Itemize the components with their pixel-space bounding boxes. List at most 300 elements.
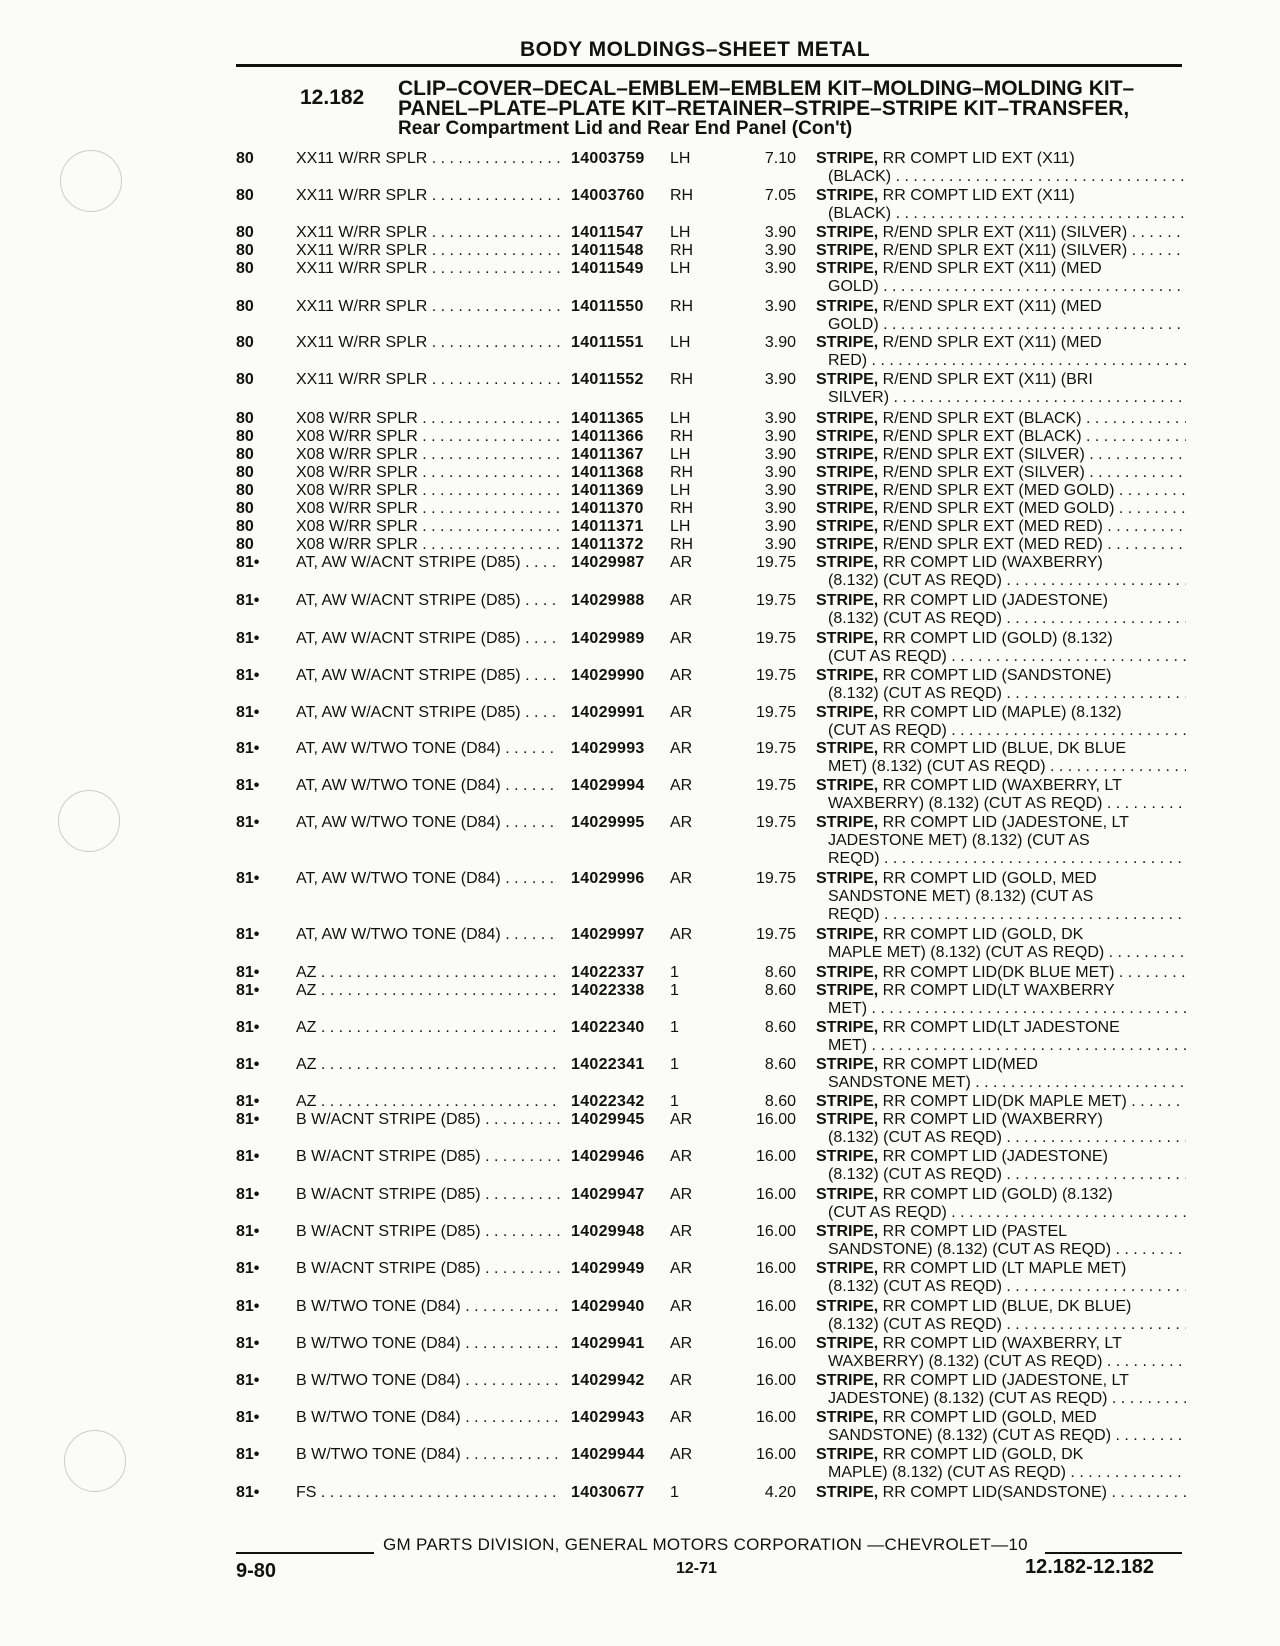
part-name-line — [816, 1056, 1186, 1074]
footer-section-range: 12.182-12.182 — [1025, 1556, 1155, 1578]
illustration-code: 81• — [236, 814, 260, 831]
price: 16.00 — [755, 1335, 796, 1352]
part-name-continuation: (8.132) (CUT AS REQD) . . . — [816, 610, 1186, 628]
part-name — [816, 536, 1186, 554]
part-name-keyword: STRIPE, — [816, 1148, 879, 1165]
part-name — [816, 187, 1186, 223]
illustration-code: 80 — [236, 428, 254, 445]
part-name-detail: RR COMPT LID (MAPLE) (8.132) — [878, 704, 1122, 721]
part-name — [816, 500, 1186, 518]
price: 19.75 — [755, 926, 796, 943]
quantity: 1 — [670, 1484, 679, 1501]
part-name-continuation: (CUT AS REQD) . . . — [816, 648, 1186, 666]
quantity: LH — [670, 482, 691, 499]
price: 16.00 — [755, 1260, 796, 1277]
model-description: X08 W/RR SPLR . . . — [296, 446, 560, 464]
part-name — [816, 150, 1186, 186]
part-number: 14029940 — [571, 1298, 645, 1315]
part-name-continuation: (8.132) (CUT AS REQD) . . . — [816, 1316, 1186, 1334]
part-name — [816, 1223, 1186, 1259]
footer-rule-right — [1045, 1552, 1182, 1554]
illustration-code: 80 — [236, 371, 254, 388]
part-name-continuation: RED) . . . — [816, 352, 1186, 370]
part-name-line — [816, 1186, 1186, 1204]
price: 3.90 — [764, 410, 796, 427]
price: 16.00 — [755, 1446, 796, 1463]
part-number: 14003760 — [571, 187, 645, 204]
illustration-code: 80 — [236, 536, 254, 553]
part-name-detail: RR COMPT LID (WAXBERRY) — [878, 1111, 1103, 1128]
part-name-detail: RR COMPT LID (BLUE, DK BLUE — [878, 740, 1126, 757]
part-name — [816, 334, 1186, 370]
part-name — [816, 298, 1186, 334]
part-name-line — [816, 1335, 1186, 1353]
part-name-keyword: STRIPE, — [816, 150, 879, 167]
part-name-detail: RR COMPT LID(SANDSTONE) — [878, 1484, 1107, 1501]
part-name-detail: RR COMPT LID (JADESTONE) — [878, 592, 1108, 609]
part-name — [816, 464, 1186, 482]
price: 19.75 — [755, 592, 796, 609]
footer-page-number: 12-71 — [676, 1560, 717, 1577]
price: 19.75 — [755, 704, 796, 721]
quantity: RH — [670, 464, 694, 481]
illustration-code: 81• — [236, 667, 260, 684]
price: 4.20 — [764, 1484, 796, 1501]
model-description: XX11 W/RR SPLR . . . — [296, 224, 560, 242]
part-name-continuation: (BLACK) . . . — [816, 168, 1186, 186]
part-name — [816, 1260, 1186, 1296]
part-name-continuation: MAPLE) (8.132) (CUT AS REQD) . . . — [816, 1464, 1186, 1482]
price: 16.00 — [755, 1298, 796, 1315]
price: 19.75 — [755, 814, 796, 831]
part-name-keyword: STRIPE, — [816, 428, 879, 445]
part-name-line — [816, 1484, 1186, 1502]
table-row — [0, 870, 1280, 923]
part-name-detail: RR COMPT LID (GOLD) (8.132) — [878, 1186, 1113, 1203]
part-name-keyword: STRIPE, — [816, 554, 879, 571]
part-number: 14011549 — [571, 260, 644, 277]
part-name — [816, 518, 1186, 536]
part-name-line — [816, 1409, 1186, 1427]
part-name-line — [816, 482, 1186, 500]
model-description: B W/TWO TONE (D84) . . . — [296, 1298, 560, 1316]
part-name — [816, 410, 1186, 428]
illustration-code: 81• — [236, 777, 260, 794]
quantity: AR — [670, 1223, 693, 1240]
part-name-detail: R/END SPLR EXT (SILVER) — [878, 464, 1085, 481]
price: 3.90 — [764, 536, 796, 553]
part-name-line — [816, 187, 1186, 205]
part-name-line — [816, 777, 1186, 795]
part-name-detail: R/END SPLR EXT (MED GOLD) — [878, 500, 1115, 517]
model-description: B W/ACNT STRIPE (D85) . . . — [296, 1186, 560, 1204]
part-name-line — [816, 242, 1186, 260]
part-number: 14011372 — [571, 536, 644, 553]
illustration-code: 81• — [236, 1484, 260, 1501]
model-description: B W/TWO TONE (D84) . . . — [296, 1409, 560, 1427]
part-name — [816, 592, 1186, 628]
part-name-line — [816, 518, 1186, 536]
table-row — [0, 592, 1280, 632]
price: 19.75 — [755, 777, 796, 794]
quantity: RH — [670, 428, 694, 445]
part-name-line — [816, 1260, 1186, 1278]
part-name — [816, 1093, 1186, 1111]
part-name-keyword: STRIPE, — [816, 1409, 879, 1426]
part-number: 14029993 — [571, 740, 645, 757]
part-name-keyword: STRIPE, — [816, 870, 879, 887]
part-number: 14029946 — [571, 1148, 645, 1165]
part-name-detail: RR COMPT LID(DK MAPLE MET) — [878, 1093, 1127, 1110]
part-name-keyword: STRIPE, — [816, 630, 879, 647]
part-name — [816, 1335, 1186, 1371]
part-name-line — [816, 410, 1186, 428]
illustration-code: 80 — [236, 260, 254, 277]
model-description: B W/TWO TONE (D84) . . . — [296, 1446, 560, 1464]
model-description: AT, AW W/ACNT STRIPE (D85) . . . — [296, 667, 560, 685]
model-description: XX11 W/RR SPLR . . . — [296, 260, 560, 278]
price: 8.60 — [764, 1093, 796, 1110]
part-name-continuation: (CUT AS REQD) . . . — [816, 722, 1186, 740]
quantity: AR — [670, 1298, 693, 1315]
illustration-code: 80 — [236, 464, 254, 481]
part-number: 14029942 — [571, 1372, 645, 1389]
quantity: LH — [670, 224, 691, 241]
price: 3.90 — [764, 260, 796, 277]
table-row — [0, 1019, 1280, 1059]
quantity: AR — [670, 1409, 693, 1426]
part-number: 14011550 — [571, 298, 644, 315]
part-name-keyword: STRIPE, — [816, 1446, 879, 1463]
part-name-line — [816, 1148, 1186, 1166]
part-name-detail: RR COMPT LID (GOLD, DK — [878, 1446, 1084, 1463]
quantity: AR — [670, 1186, 693, 1203]
model-description: AT, AW W/TWO TONE (D84) . . . — [296, 777, 560, 795]
model-description: XX11 W/RR SPLR . . . — [296, 150, 560, 168]
illustration-code: 80 — [236, 500, 254, 517]
quantity: AR — [670, 630, 693, 647]
footer-rule-left — [236, 1552, 374, 1554]
quantity: AR — [670, 1335, 693, 1352]
part-number: 14011548 — [571, 242, 644, 259]
part-name-keyword: STRIPE, — [816, 982, 879, 999]
table-row — [0, 1148, 1280, 1188]
part-name-detail: RR COMPT LID (GOLD, MED — [878, 870, 1097, 887]
part-number: 14011365 — [571, 410, 644, 427]
part-name — [816, 1019, 1186, 1055]
part-name-detail: RR COMPT LID (SANDSTONE) — [878, 667, 1112, 684]
part-number: 14029991 — [571, 704, 645, 721]
part-name — [816, 740, 1186, 776]
model-description: X08 W/RR SPLR . . . — [296, 410, 560, 428]
table-row — [0, 926, 1280, 966]
part-number: 14029988 — [571, 592, 645, 609]
part-number: 14022338 — [571, 982, 645, 999]
part-number: 14011551 — [571, 334, 644, 351]
part-number: 14030677 — [571, 1484, 645, 1501]
model-description: XX11 W/RR SPLR . . . — [296, 298, 560, 316]
model-description: AT, AW W/TWO TONE (D84) . . . — [296, 870, 560, 888]
part-name-continuation: (CUT AS REQD) . . . — [816, 1204, 1186, 1222]
price: 8.60 — [764, 964, 796, 981]
part-name-keyword: STRIPE, — [816, 740, 879, 757]
quantity: RH — [670, 536, 694, 553]
table-row — [0, 150, 1280, 190]
table-row — [0, 1372, 1280, 1412]
price: 16.00 — [755, 1186, 796, 1203]
price: 19.75 — [755, 630, 796, 647]
part-number: 14029948 — [571, 1223, 645, 1240]
part-name-detail: RR COMPT LID (JADESTONE, LT — [878, 814, 1129, 831]
part-name-detail: RR COMPT LID(LT WAXBERRY — [878, 982, 1115, 999]
part-name-detail: R/END SPLR EXT (X11) (MED — [878, 334, 1102, 351]
part-name-keyword: STRIPE, — [816, 224, 879, 241]
part-number: 14011368 — [571, 464, 644, 481]
part-name-line — [816, 1298, 1186, 1316]
table-row — [0, 1484, 1280, 1524]
illustration-code: 81• — [236, 1148, 260, 1165]
part-number: 14029990 — [571, 667, 645, 684]
part-name-continuation: (8.132) (CUT AS REQD) . . . — [816, 685, 1186, 703]
part-name-keyword: STRIPE, — [816, 500, 879, 517]
part-name-detail: R/END SPLR EXT (BLACK) — [878, 410, 1082, 427]
part-name-detail: RR COMPT LID (GOLD, MED — [878, 1409, 1097, 1426]
part-name-continuation: GOLD) . . . — [816, 278, 1186, 296]
part-name-continuation: JADESTONE MET) (8.132) (CUT AS — [828, 832, 1090, 849]
table-row — [0, 1186, 1280, 1226]
illustration-code: 81• — [236, 1298, 260, 1315]
model-description: X08 W/RR SPLR . . . — [296, 482, 560, 500]
illustration-code: 81• — [236, 982, 260, 999]
illustration-code: 81• — [236, 1093, 260, 1110]
price: 3.90 — [764, 482, 796, 499]
part-number: 14022337 — [571, 964, 645, 981]
part-name — [816, 982, 1186, 1018]
part-name-line — [816, 334, 1186, 352]
part-name-keyword: STRIPE, — [816, 926, 879, 943]
illustration-code: 80 — [236, 150, 254, 167]
part-name-keyword: STRIPE, — [816, 371, 879, 388]
table-row — [0, 777, 1280, 817]
price: 16.00 — [755, 1223, 796, 1240]
model-description: AT, AW W/ACNT STRIPE (D85) . . . — [296, 554, 560, 572]
illustration-code: 81• — [236, 1260, 260, 1277]
part-name-line — [816, 740, 1186, 758]
part-name-line — [816, 554, 1186, 572]
part-name-detail: RR COMPT LID (JADESTONE, LT — [878, 1372, 1129, 1389]
part-name-line — [816, 870, 1186, 888]
part-name-keyword: STRIPE, — [816, 334, 879, 351]
part-name — [816, 1186, 1186, 1222]
part-name-line — [816, 260, 1186, 278]
part-name-detail: RR COMPT LID EXT (X11) — [878, 187, 1075, 204]
part-number: 14011366 — [571, 428, 644, 445]
illustration-code: 81• — [236, 1335, 260, 1352]
model-description: B W/ACNT STRIPE (D85) . . . — [296, 1111, 560, 1129]
illustration-code: 81• — [236, 1446, 260, 1463]
part-name — [816, 1111, 1186, 1147]
model-description: AZ . . . — [296, 1019, 560, 1037]
part-name-detail: RR COMPT LID (LT MAPLE MET) — [878, 1260, 1127, 1277]
part-name-continuation: (8.132) (CUT AS REQD) . . . — [816, 572, 1186, 590]
part-name-keyword: STRIPE, — [816, 1298, 879, 1315]
model-description: B W/TWO TONE (D84) . . . — [296, 1372, 560, 1390]
illustration-code: 81• — [236, 1111, 260, 1128]
part-name — [816, 1148, 1186, 1184]
part-name-line — [816, 428, 1186, 446]
quantity: AR — [670, 592, 693, 609]
part-name-detail: RR COMPT LID (BLUE, DK BLUE) — [878, 1298, 1132, 1315]
table-row — [0, 334, 1280, 374]
part-number: 14022340 — [571, 1019, 645, 1036]
part-name-continuation: (8.132) (CUT AS REQD) . . . — [816, 1129, 1186, 1147]
part-name-continuation: (8.132) (CUT AS REQD) . . . — [816, 1278, 1186, 1296]
part-name-keyword: STRIPE, — [816, 298, 879, 315]
part-name — [816, 1409, 1186, 1445]
price: 3.90 — [764, 464, 796, 481]
part-name — [816, 964, 1186, 982]
part-number: 14029997 — [571, 926, 645, 943]
part-name-continuation: MET) . . . — [816, 1037, 1186, 1055]
part-name-detail: RR COMPT LID (GOLD, DK — [878, 926, 1084, 943]
part-name-continuation: MET) (8.132) (CUT AS REQD) . . . — [816, 758, 1186, 776]
quantity: AR — [670, 870, 693, 887]
model-description: XX11 W/RR SPLR . . . — [296, 242, 560, 260]
illustration-code: 81• — [236, 870, 260, 887]
table-row — [0, 1446, 1280, 1486]
part-name-line — [816, 1223, 1186, 1241]
model-description: AT, AW W/TWO TONE (D84) . . . — [296, 814, 560, 832]
part-number: 14029943 — [571, 1409, 645, 1426]
part-name-detail: RR COMPT LID(DK BLUE MET) — [878, 964, 1115, 981]
part-name-line — [816, 298, 1186, 316]
part-name-line — [816, 1093, 1186, 1111]
part-name-continuation: SANDSTONE MET) (8.132) (CUT AS — [828, 888, 1094, 905]
part-name-keyword: STRIPE, — [816, 482, 879, 499]
quantity: LH — [670, 410, 691, 427]
section-title-line-1: CLIP–COVER–DECAL–EMBLEM–EMBLEM KIT–MOLDING–MOLDING KIT– — [398, 77, 1135, 100]
table-row — [0, 667, 1280, 707]
model-description: FS . . . — [296, 1484, 560, 1502]
price: 3.90 — [764, 518, 796, 535]
part-name-detail: RR COMPT LID(LT JADESTONE — [878, 1019, 1120, 1036]
footer-date: 9-80 — [236, 1560, 277, 1582]
part-name-detail: R/END SPLR EXT (MED RED) — [878, 518, 1103, 535]
part-name-continuation: SANDSTONE MET) . . . — [816, 1074, 1186, 1092]
price: 3.90 — [764, 298, 796, 315]
quantity: 1 — [670, 964, 679, 981]
illustration-code: 80 — [236, 410, 254, 427]
part-name-continuation: SANDSTONE) (8.132) (CUT AS REQD) . . . — [816, 1241, 1186, 1259]
part-name-keyword: STRIPE, — [816, 1260, 879, 1277]
part-name-detail: R/END SPLR EXT (MED GOLD) — [878, 482, 1115, 499]
table-row — [0, 1111, 1280, 1151]
model-description: AT, AW W/TWO TONE (D84) . . . — [296, 926, 560, 944]
part-number: 14011547 — [571, 224, 644, 241]
section-title-line-3: Rear Compartment Lid and Rear End Panel (Con't) — [398, 118, 853, 139]
quantity: AR — [670, 777, 693, 794]
part-number: 14022341 — [571, 1056, 645, 1073]
section-title-line-2: PANEL–PLATE–PLATE KIT–RETAINER–STRIPE–STRIPE KIT–TRANSFER, — [398, 97, 1130, 120]
part-name-continuation: (BLACK) . . . — [816, 205, 1186, 223]
quantity: AR — [670, 1372, 693, 1389]
part-name-keyword: STRIPE, — [816, 1335, 879, 1352]
illustration-code: 81• — [236, 1186, 260, 1203]
price: 8.60 — [764, 1056, 796, 1073]
part-name-line — [816, 964, 1186, 982]
part-name-line — [816, 150, 1186, 168]
price: 7.10 — [764, 150, 796, 167]
quantity: RH — [670, 371, 694, 388]
quantity: 1 — [670, 1019, 679, 1036]
part-name-line — [816, 667, 1186, 685]
model-description: B W/ACNT STRIPE (D85) . . . — [296, 1148, 560, 1166]
illustration-code: 81• — [236, 554, 260, 571]
quantity: LH — [670, 518, 691, 535]
quantity: LH — [670, 150, 691, 167]
part-number: 14029947 — [571, 1186, 645, 1203]
part-name-detail: RR COMPT LID (WAXBERRY, LT — [878, 1335, 1122, 1352]
quantity: AR — [670, 554, 693, 571]
part-number: 14029989 — [571, 630, 645, 647]
table-row — [0, 814, 1280, 867]
quantity: AR — [670, 926, 693, 943]
part-name-line — [816, 1111, 1186, 1129]
part-name-continuation: MET) . . . — [816, 1000, 1186, 1018]
model-description: X08 W/RR SPLR . . . — [296, 500, 560, 518]
model-description: AZ . . . — [296, 982, 560, 1000]
part-name-keyword: STRIPE, — [816, 187, 879, 204]
part-name-keyword: STRIPE, — [816, 964, 879, 981]
illustration-code: 80 — [236, 224, 254, 241]
part-name-keyword: STRIPE, — [816, 1019, 879, 1036]
part-name-keyword: STRIPE, — [816, 1186, 879, 1203]
part-number: 14029994 — [571, 777, 645, 794]
part-name-detail: R/END SPLR EXT (MED RED) — [878, 536, 1103, 553]
part-name — [816, 371, 1186, 407]
quantity: AR — [670, 1446, 693, 1463]
part-name-keyword: STRIPE, — [816, 446, 879, 463]
quantity: 1 — [670, 1093, 679, 1110]
quantity: RH — [670, 500, 694, 517]
part-name-keyword: STRIPE, — [816, 777, 879, 794]
price: 3.90 — [764, 334, 796, 351]
table-row — [0, 1223, 1280, 1263]
illustration-code: 80 — [236, 187, 254, 204]
part-name-line — [816, 630, 1186, 648]
part-name-keyword: STRIPE, — [816, 518, 879, 535]
illustration-code: 80 — [236, 518, 254, 535]
illustration-code: 81• — [236, 1019, 260, 1036]
part-number: 14011552 — [571, 371, 644, 388]
part-name-keyword: STRIPE, — [816, 1093, 879, 1110]
part-name — [816, 1484, 1186, 1502]
table-row — [0, 298, 1280, 338]
section-number: 12.182 — [300, 86, 365, 109]
footer-publisher: GM PARTS DIVISION, GENERAL MOTORS CORPORATION —CHEVROLET—10 — [383, 1535, 1028, 1554]
part-name — [816, 777, 1186, 813]
table-row — [0, 187, 1280, 227]
price: 3.90 — [764, 428, 796, 445]
model-description: AT, AW W/ACNT STRIPE (D85) . . . — [296, 630, 560, 648]
part-name-line — [816, 1019, 1186, 1037]
table-row — [0, 630, 1280, 670]
part-number: 14029995 — [571, 814, 645, 831]
part-number: 14003759 — [571, 150, 645, 167]
table-row — [0, 371, 1280, 411]
part-name — [816, 667, 1186, 703]
illustration-code: 80 — [236, 482, 254, 499]
